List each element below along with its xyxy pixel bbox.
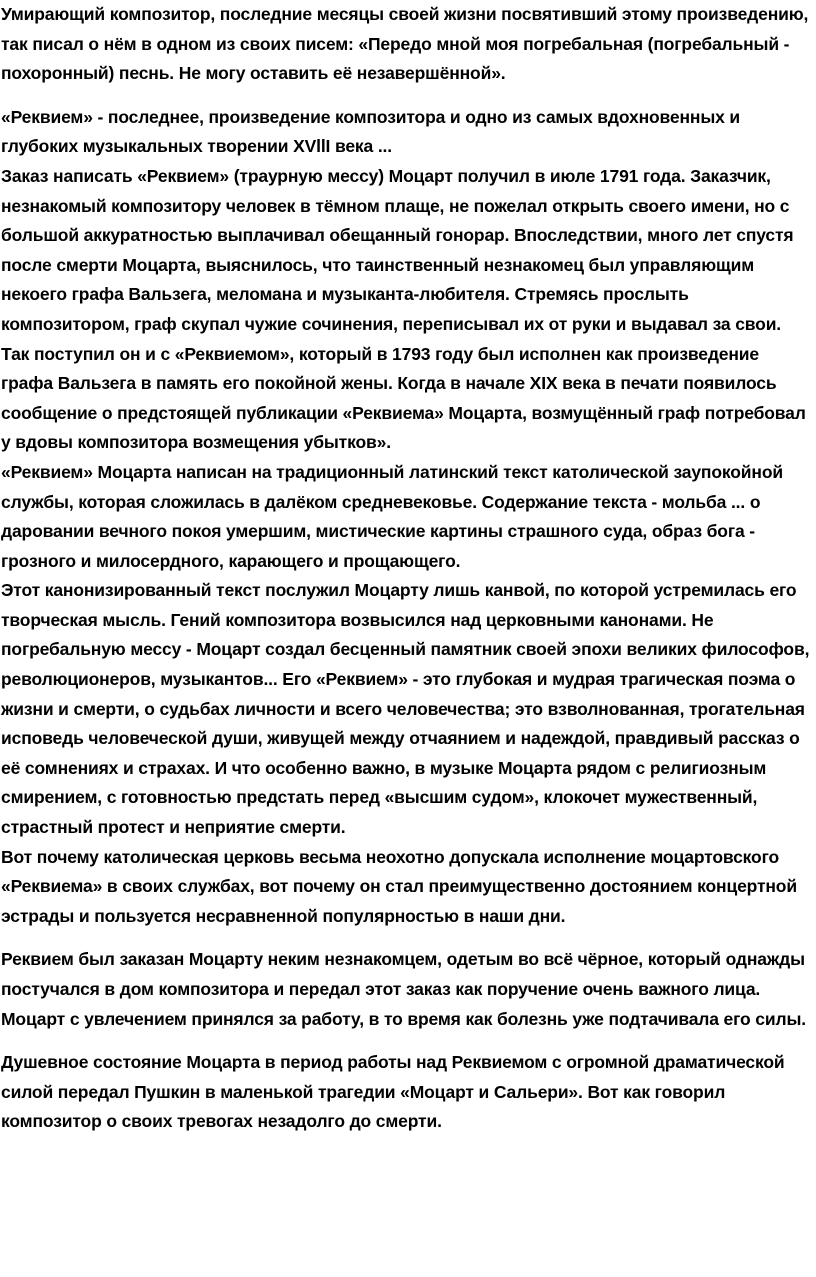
paragraph-catholic-church: Вот почему католическая церковь весьма неохотно допускала исполнение моцартовского «Реквиема» в своих службах, вот почему он стал преимущественно достоянием концертной эстрады и пользуется несравненной популярностью в наши дни.	[1, 846, 797, 926]
paragraph-stranger-in-black: Реквием был заказан Моцарту неким незнакомцем, одетым во всё чёрное, который однажды постучался в дом композитора и передал этот заказ как поручение очень важного лица. Моцарт с увлечением принялся за работу, в то время как болезнь уже подтачивала его силы.	[1, 949, 806, 1029]
paragraph-latin-text: «Реквием» Моцарта написан на традиционный латинский текст католической заупокойной службы, которая сложилась в далёком средневековье. Содержание текста - мольба ... о даровании вечного покоя умершим, мистические картины страшного суда, образ бога - грозного и милосердного, карающего и прощающего.	[1, 461, 783, 571]
paragraph-intro-quote: Умирающий композитор, последние месяцы своей жизни посвятивший этому произведению, так писал о нём в одном из своих писем: «Передо мной моя погребальная (погребальный - похоронный) песнь. Не могу оставить её незавершённой».	[1, 4, 809, 84]
paragraph-pushkin: Душевное состояние Моцарта в период работы над Реквиемом с огромной драматической силой передал Пушкин в маленькой трагедии «Моцарт и Сальери». Вот как говорил композитор о своих тревогах незадолго до смерти.	[1, 1052, 785, 1132]
paragraph-commission-story: Заказ написать «Реквием» (траурную мессу) Моцарт получил в июле 1791 года. Заказчик, незнакомый композитору человек в тёмном плаще, не пожелал открыть своего имени, но с большой аккуратностью выплачивал обещанный гонорар. Впоследствии, много лет спустя после смерти Моцарта, выяснилось, что таинственный незнакомец был управляющим некоего графа Вальзега, меломана и музыканта-любителя. Стремясь прослыть композитором, граф скупал чужие сочинения, переписывал их от руки и выдавал за свои. Так поступил он и с «Реквиемом», который в 1793 году был исполнен как произведение графа Вальзега в память его покойной жены. Когда в начале XIX века в печати появилось сообщение о предстоящей публикации «Реквиема» Моцарта, возмущённый граф потребовал у вдовы композитора возмещения убытков».	[1, 165, 806, 453]
paragraph-last-work: «Реквием» - последнее, произведение композитора и одно из самых вдохновенных и глубоких музыкальных творении XVllI века ...	[1, 106, 741, 157]
paragraph-canonized-text: Этот канонизированный текст послужил Моцарту лишь канвой, по которой устремилась его творческая мысль. Гений композитора возвысился над церковными канонами. Не погребальную мессу - Моцарт создал бесценный памятник своей эпохи великих философов, революционеров, музыкантов... Его «Реквием» - это глубокая и мудрая трагическая поэма о жизни и смерти, о судьбах личности и всего человечества; это взволнованная, трогательная исповедь человеческой души, живущей между отчаянием и надеждой, правдивый рассказ о её сомнениях и страхах. И что особенно важно, в музыке Моцарта рядом с религиозным смирением, с готовностью предстать перед «высшим судом», клокочет мужественный, страстный протест и неприятие смерти.	[1, 580, 810, 838]
